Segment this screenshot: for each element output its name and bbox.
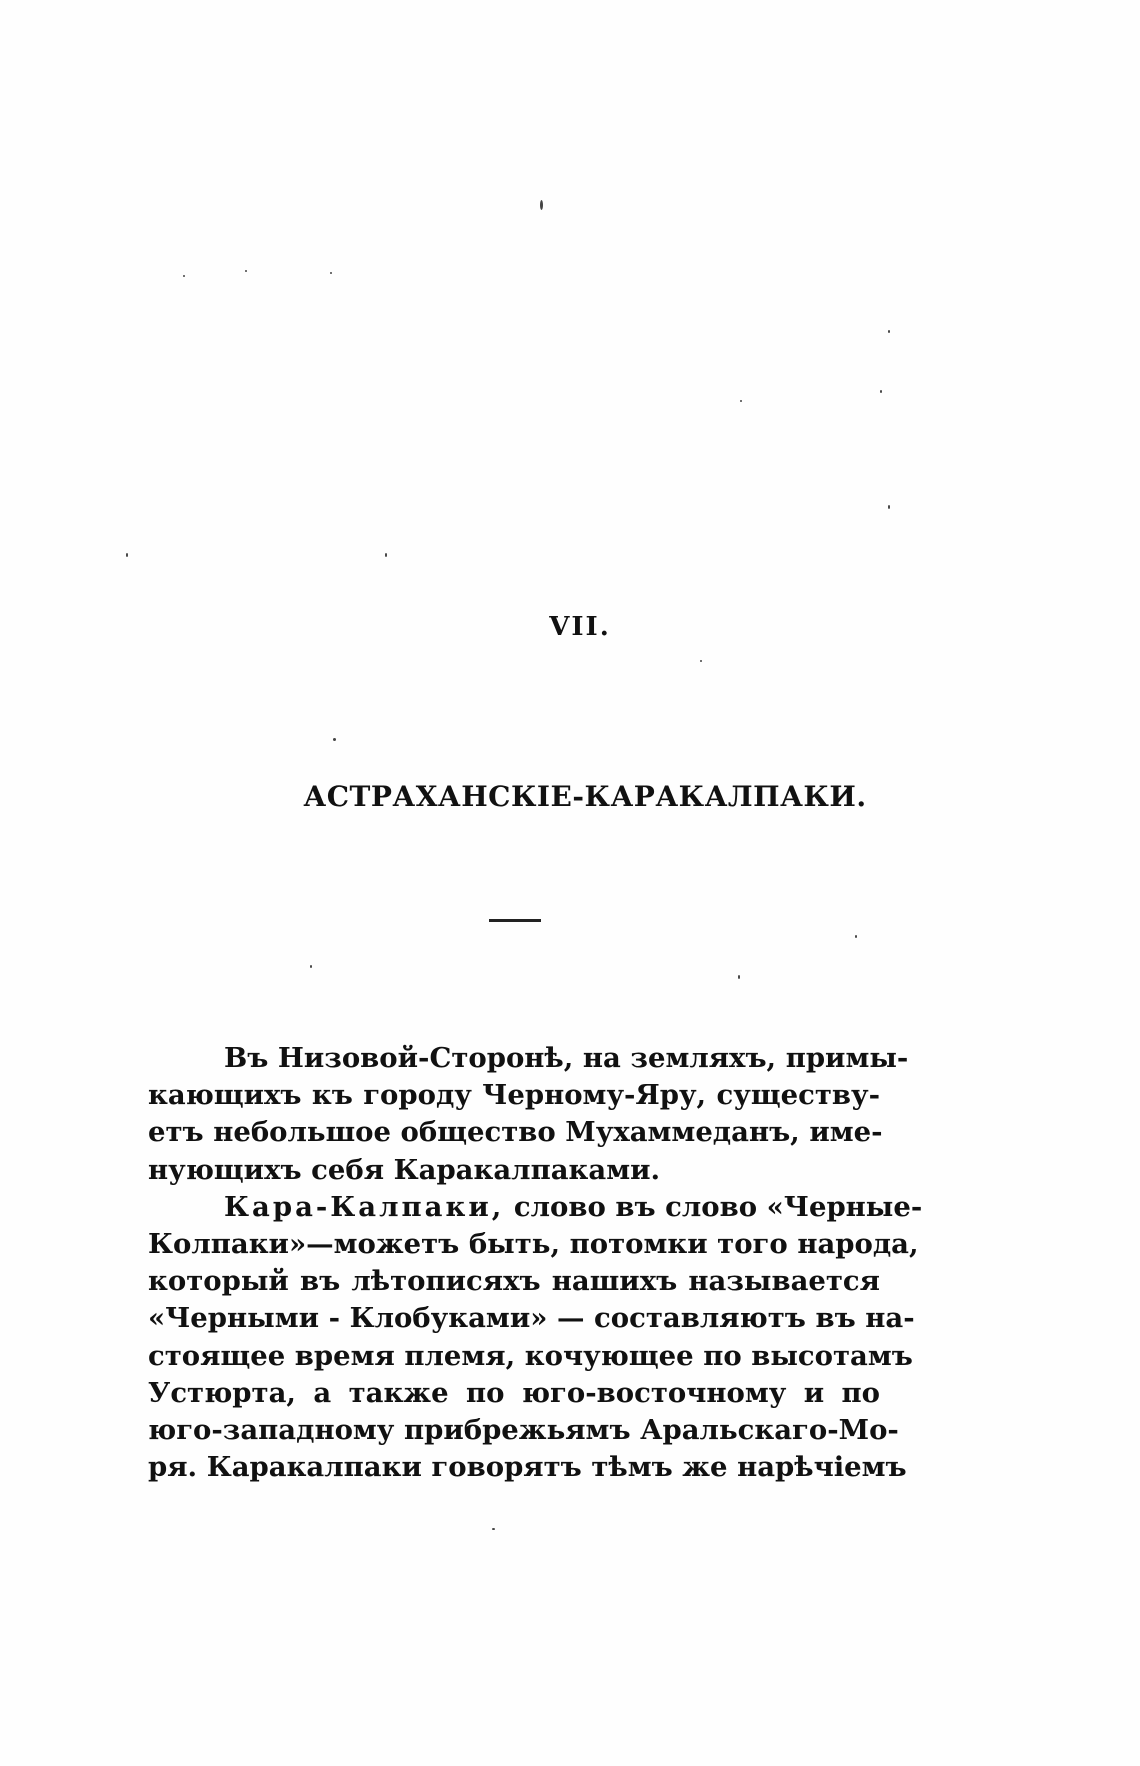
scan-speck [540,200,543,210]
text-line: нующихъ себя Каракалпаками. [148,1153,661,1186]
scan-speck [183,275,185,277]
title-divider [489,919,541,922]
scan-speck [700,660,702,662]
scan-speck [855,935,857,938]
text-line [148,1189,923,1226]
chapter-number: VII. [549,612,611,642]
text-line: стоящее время племя, кочующее по высотамъ [148,1339,913,1372]
text-line: «Черными - Клобуками» — составляютъ въ на- [148,1302,915,1335]
text-line: етъ небольшое общество Мухаммеданъ, име- [148,1116,883,1149]
text-fragment: слово въ слово «Черные- [504,1190,923,1223]
spaced-term: Кара-Калпаки, [224,1190,505,1223]
scan-speck [310,965,312,968]
scan-speck [330,272,332,274]
scan-speck [126,553,128,557]
scan-speck [333,738,336,741]
scan-speck [738,975,740,979]
scan-speck [888,505,890,509]
text-line: ря. Каракалпаки говорятъ тѣмъ же нарѣчіемъ [148,1451,907,1484]
text-line: Въ Низовой-Сторонѣ, на земляхъ, примы- [224,1042,909,1074]
scan-speck [740,400,742,402]
body-text [148,1040,923,1486]
scan-speck [492,1528,495,1530]
text-line: который въ лѣтописяхъ нашихъ называется [148,1265,880,1298]
text-line: кающихъ къ городу Черному-Яру, существу- [148,1079,880,1112]
text-line: Колпаки»—можетъ быть, потомки того народа, [148,1228,919,1261]
chapter-title: АСТРАХАНСКІЕ-КАРАКАЛПАКИ. [303,780,867,813]
scan-speck [245,270,247,272]
text-line: Устюрта, а также по юго-восточному и по [148,1376,880,1409]
text-line: юго-западному прибрежьямъ Аральскаго-Мо- [148,1414,899,1447]
scan-speck [888,330,890,333]
scan-speck [880,390,882,393]
scan-speck [385,553,387,557]
